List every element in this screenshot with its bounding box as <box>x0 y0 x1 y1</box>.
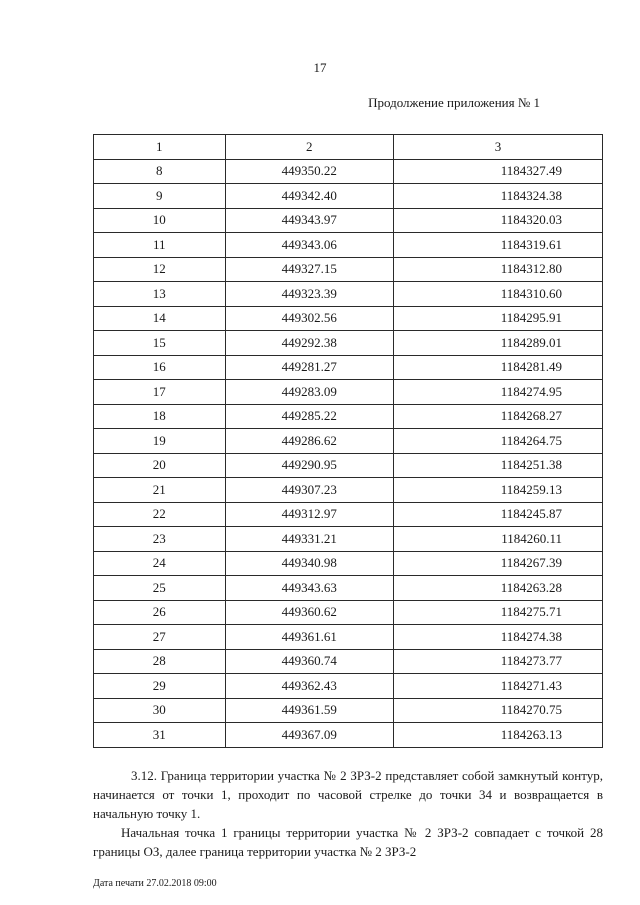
table-row <box>94 233 603 258</box>
x-coordinate-cell: 449283.09 <box>225 380 393 405</box>
coordinates-table <box>93 134 603 748</box>
x-coordinate-cell: 449285.22 <box>225 404 393 429</box>
point-number-cell: 15 <box>94 331 226 356</box>
table-row <box>94 625 603 650</box>
table-row <box>94 184 603 209</box>
point-number-cell: 21 <box>94 478 226 503</box>
point-number-cell: 18 <box>94 404 226 429</box>
point-number-cell: 10 <box>94 208 226 233</box>
print-date: Дата печати 27.02.2018 09:00 <box>93 878 217 889</box>
table-row <box>94 159 603 184</box>
table-row <box>94 429 603 454</box>
table-row <box>94 404 603 429</box>
page-number: 17 <box>313 60 327 75</box>
point-number-cell: 24 <box>94 551 226 576</box>
x-coordinate-cell: 449342.40 <box>225 184 393 209</box>
y-coordinate-cell: 1184310.60 <box>393 282 602 307</box>
point-number-cell: 17 <box>94 380 226 405</box>
table-row <box>94 282 603 307</box>
x-coordinate-cell: 449360.62 <box>225 600 393 625</box>
table-row <box>94 551 603 576</box>
y-coordinate-cell: 1184245.87 <box>393 502 602 527</box>
table-row <box>94 698 603 723</box>
point-number-cell: 25 <box>94 576 226 601</box>
point-number-cell: 22 <box>94 502 226 527</box>
x-coordinate-cell: 449350.22 <box>225 159 393 184</box>
x-coordinate-cell: 449340.98 <box>225 551 393 576</box>
x-coordinate-cell: 449343.63 <box>225 576 393 601</box>
y-coordinate-cell: 1184327.49 <box>393 159 602 184</box>
y-coordinate-cell: 1184251.38 <box>393 453 602 478</box>
table-row <box>94 478 603 503</box>
y-coordinate-cell: 1184270.75 <box>393 698 602 723</box>
y-coordinate-cell: 1184267.39 <box>393 551 602 576</box>
y-coordinate-cell: 1184281.49 <box>393 355 602 380</box>
column-header: 1 <box>94 135 226 160</box>
table-row <box>94 453 603 478</box>
x-coordinate-cell: 449361.59 <box>225 698 393 723</box>
point-number-cell: 13 <box>94 282 226 307</box>
column-header: 2 <box>225 135 393 160</box>
y-coordinate-cell: 1184271.43 <box>393 674 602 699</box>
y-coordinate-cell: 1184320.03 <box>393 208 602 233</box>
point-number-cell: 11 <box>94 233 226 258</box>
x-coordinate-cell: 449362.43 <box>225 674 393 699</box>
table-row <box>94 331 603 356</box>
table-row <box>94 723 603 748</box>
table-row <box>94 649 603 674</box>
table-row <box>94 208 603 233</box>
x-coordinate-cell: 449323.39 <box>225 282 393 307</box>
point-number-cell: 9 <box>94 184 226 209</box>
table-row <box>94 674 603 699</box>
table-header-row <box>94 135 603 160</box>
x-coordinate-cell: 449343.06 <box>225 233 393 258</box>
continuation-heading: Продолжение приложения № 1 <box>368 95 540 110</box>
y-coordinate-cell: 1184260.11 <box>393 527 602 552</box>
x-coordinate-cell: 449286.62 <box>225 429 393 454</box>
y-coordinate-cell: 1184274.38 <box>393 625 602 650</box>
table-row <box>94 576 603 601</box>
point-number-cell: 8 <box>94 159 226 184</box>
table-body <box>94 159 603 747</box>
y-coordinate-cell: 1184275.71 <box>393 600 602 625</box>
x-coordinate-cell: 449292.38 <box>225 331 393 356</box>
x-coordinate-cell: 449343.97 <box>225 208 393 233</box>
y-coordinate-cell: 1184319.61 <box>393 233 602 258</box>
x-coordinate-cell: 449307.23 <box>225 478 393 503</box>
point-number-cell: 14 <box>94 306 226 331</box>
point-number-cell: 29 <box>94 674 226 699</box>
y-coordinate-cell: 1184324.38 <box>393 184 602 209</box>
point-number-cell: 27 <box>94 625 226 650</box>
table-row <box>94 600 603 625</box>
y-coordinate-cell: 1184295.91 <box>393 306 602 331</box>
x-coordinate-cell: 449360.74 <box>225 649 393 674</box>
point-number-cell: 19 <box>94 429 226 454</box>
table-row <box>94 527 603 552</box>
column-header: 3 <box>393 135 602 160</box>
y-coordinate-cell: 1184263.28 <box>393 576 602 601</box>
y-coordinate-cell: 1184274.95 <box>393 380 602 405</box>
y-coordinate-cell: 1184289.01 <box>393 331 602 356</box>
point-number-cell: 31 <box>94 723 226 748</box>
x-coordinate-cell: 449331.21 <box>225 527 393 552</box>
x-coordinate-cell: 449327.15 <box>225 257 393 282</box>
x-coordinate-cell: 449367.09 <box>225 723 393 748</box>
point-number-cell: 12 <box>94 257 226 282</box>
x-coordinate-cell: 449281.27 <box>225 355 393 380</box>
point-number-cell: 30 <box>94 698 226 723</box>
x-coordinate-cell: 449290.95 <box>225 453 393 478</box>
table-row <box>94 306 603 331</box>
paragraph: Начальная точка 1 границы территории участка № 2 ЗРЗ-2 совпадает с точкой 28 границы ОЗ, далее граница территории участка № 2 ЗРЗ-2 <box>93 825 603 859</box>
y-coordinate-cell: 1184264.75 <box>393 429 602 454</box>
point-number-cell: 16 <box>94 355 226 380</box>
point-number-cell: 26 <box>94 600 226 625</box>
x-coordinate-cell: 449302.56 <box>225 306 393 331</box>
table-row <box>94 380 603 405</box>
y-coordinate-cell: 1184259.13 <box>393 478 602 503</box>
point-number-cell: 28 <box>94 649 226 674</box>
y-coordinate-cell: 1184312.80 <box>393 257 602 282</box>
table-row <box>94 502 603 527</box>
y-coordinate-cell: 1184268.27 <box>393 404 602 429</box>
y-coordinate-cell: 1184273.77 <box>393 649 602 674</box>
x-coordinate-cell: 449361.61 <box>225 625 393 650</box>
table-row <box>94 355 603 380</box>
paragraph: 3.12. Граница территории участка № 2 ЗРЗ-2 представляет собой замкнутый контур, начинается от точки 1, проходит по часовой стрелке до точки 34 и возвращается в начальную точку 1. <box>93 768 603 821</box>
point-number-cell: 20 <box>94 453 226 478</box>
table-row <box>94 257 603 282</box>
point-number-cell: 23 <box>94 527 226 552</box>
x-coordinate-cell: 449312.97 <box>225 502 393 527</box>
y-coordinate-cell: 1184263.13 <box>393 723 602 748</box>
